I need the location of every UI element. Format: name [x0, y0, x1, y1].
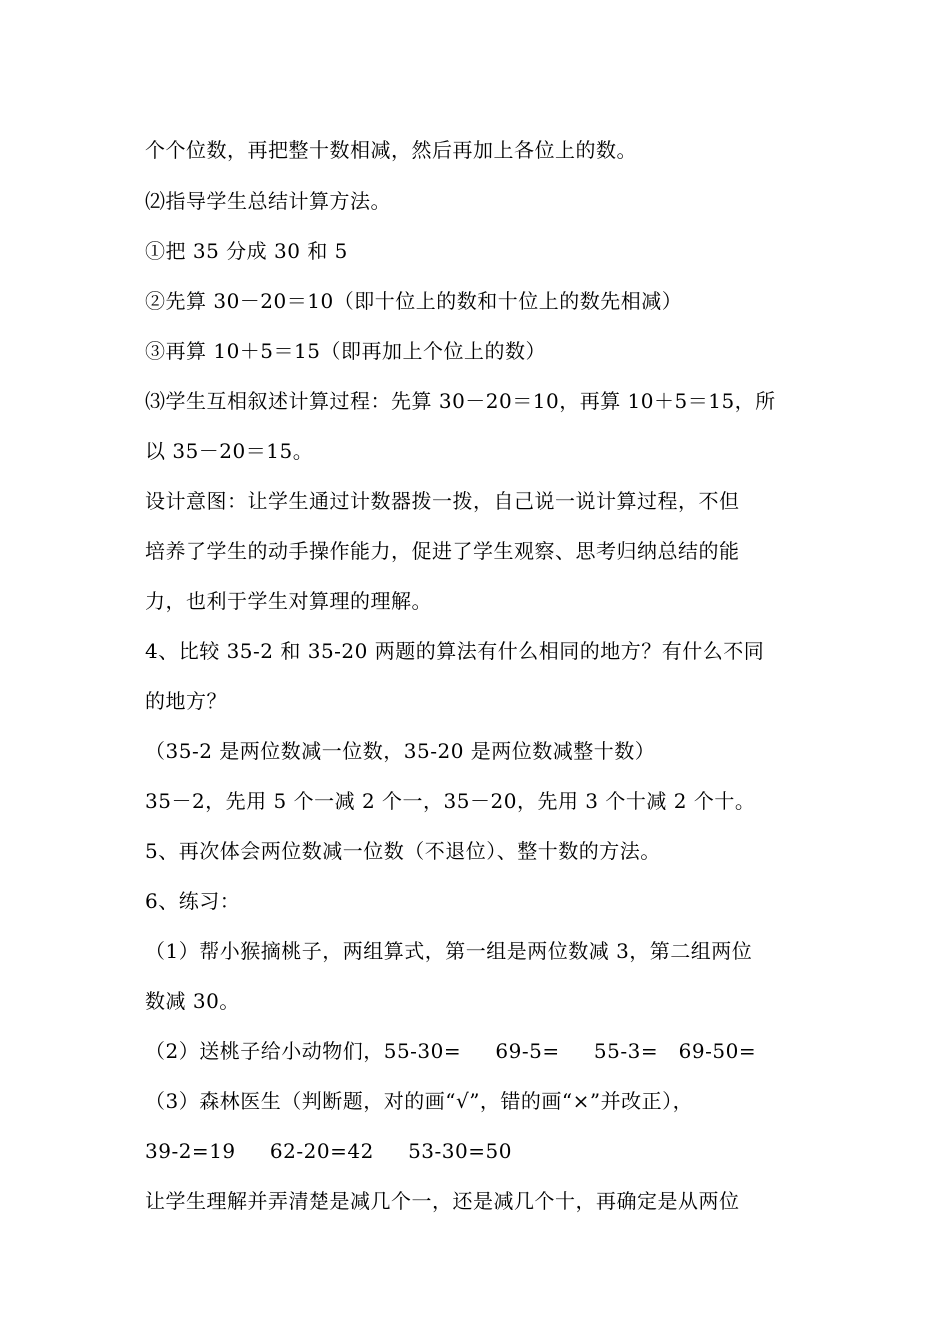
text-line: 39-2=19 62-20=42 53-30=50	[145, 1139, 512, 1163]
text-line: ③再算 10＋5＝15（即再加上个位上的数）	[145, 339, 546, 363]
text-line: 35－2，先用 5 个一减 2 个一，35－20，先用 3 个十减 2 个十。	[145, 789, 756, 813]
text-line: 6、练习：	[145, 889, 241, 913]
text-line: 培养了学生的动手操作能力，促进了学生观察、思考归纳总结的能	[145, 539, 740, 563]
text-line: ①把 35 分成 30 和 5	[145, 239, 348, 263]
text-line: 让学生理解并弄清楚是减几个一，还是减几个十，再确定是从两位	[145, 1189, 740, 1213]
text-line: 5、再次体会两位数减一位数（不退位）、整十数的方法。	[145, 839, 661, 863]
text-line: 的地方？	[145, 689, 227, 713]
text-line: 数减 30。	[145, 989, 240, 1013]
text-line: ⑵指导学生总结计算方法。	[145, 189, 391, 213]
text-line: ⑶学生互相叙述计算过程：先算 30－20＝10，再算 10＋5＝15，所	[145, 389, 776, 413]
text-line: 以 35－20＝15。	[145, 439, 314, 463]
text-line: 力，也利于学生对算理的理解。	[145, 589, 432, 613]
text-line: 个个位数，再把整十数相减，然后再加上各位上的数。	[145, 138, 637, 162]
text-line: （3）森林医生（判断题，对的画“√”，错的画“×”并改正），	[145, 1089, 694, 1113]
text-line: （1）帮小猴摘桃子，两组算式，第一组是两位数减 3，第二组两位	[145, 939, 753, 963]
text-line: 4、比较 35-2 和 35-20 两题的算法有什么相同的地方？有什么不同	[145, 639, 765, 663]
text-line: 设计意图：让学生通过计数器拨一拨，自己说一说计算过程，不但	[145, 489, 740, 513]
text-line: （35-2 是两位数减一位数，35-20 是两位数减整十数）	[145, 739, 656, 763]
text-line: （2）送桃子给小动物们，55-30= 69-5= 55-3= 69-50=	[145, 1039, 757, 1063]
text-line: ②先算 30－20＝10（即十位上的数和十位上的数先相减）	[145, 289, 683, 313]
